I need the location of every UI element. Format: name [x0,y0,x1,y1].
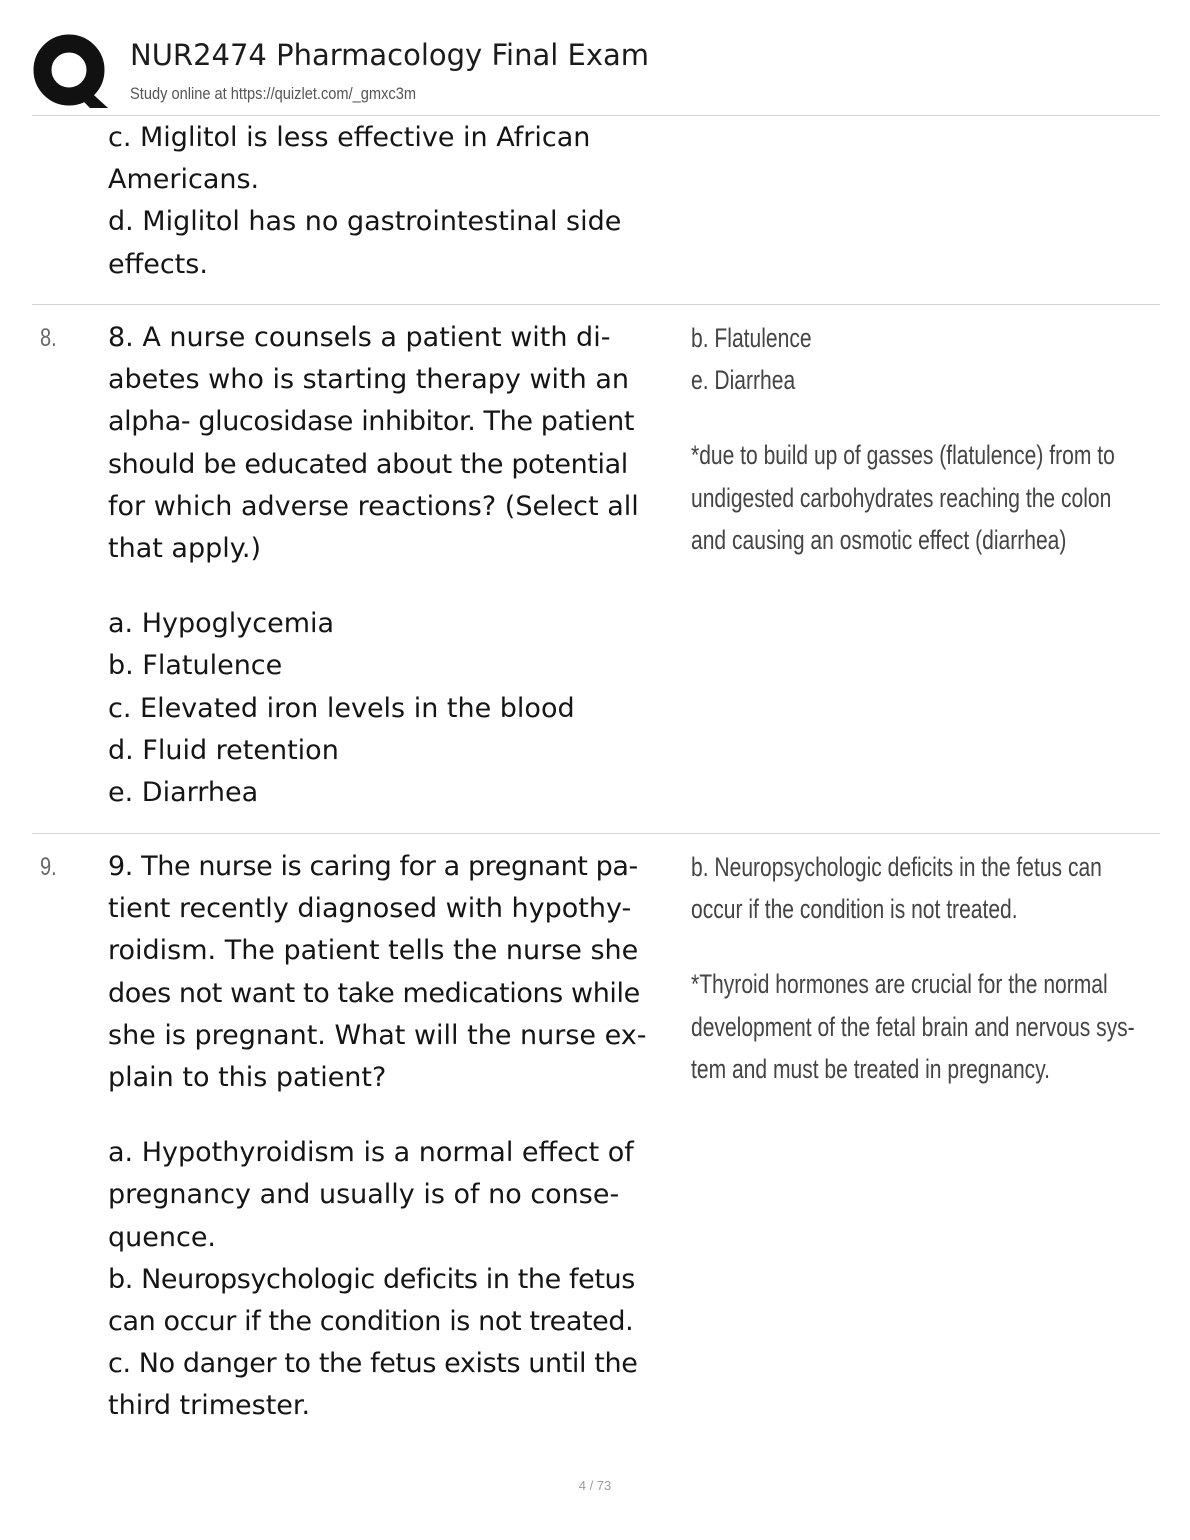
question-line: alpha- glucosidase inhibitor. The patient [108,406,635,438]
option-line: can occur if the condition is not treated. [108,1306,634,1338]
explanation-line: tem and must be treated in pregnancy. [691,1053,1051,1084]
question-line: should be educated about the potential [108,448,628,480]
answer-line: b. Neuropsychologic deficits in the fetus can [691,852,1102,882]
quizlet-logo-icon [32,34,110,108]
answer-line: occur if the condition is not treated. [691,894,1018,925]
option-line: e. Diarrhea [108,777,259,809]
option-line: a. Hypoglycemia [108,608,335,640]
option-line: b. Neuropsychologic deficits in the fetus [108,1263,635,1295]
page-number: 4 / 73 [578,1478,612,1493]
continued-options [108,117,693,286]
option-line: effects. [108,248,208,280]
answer-block [691,846,1135,1090]
question-line: 8. A nurse counsels a patient with di- [108,322,611,353]
header-divider [32,115,1160,116]
option-line: Americans. [108,164,260,196]
question-number: 9. [40,853,57,881]
document-title: NUR2474 Pharmacology Final Exam [130,38,649,72]
question-line: plain to this patient? [108,1062,387,1094]
answer-line: e. Diarrhea [691,365,796,396]
question-line: tient recently diagnosed with hypothy- [108,893,632,925]
answer-line: b. Flatulence [691,323,812,353]
answer-block [691,317,1115,561]
question-divider [32,833,1160,834]
question-line: for which adverse reactions? (Select all [108,490,639,522]
option-line: c. Miglitol is less effective in African [108,122,591,153]
explanation-line: *Thyroid hormones are crucial for the normal [691,969,1108,1000]
question-line: does not want to take medications while [108,977,640,1009]
question-line: she is pregnant. What will the nurse ex- [108,1019,647,1051]
question-line: 9. The nurse is caring for a pregnant pa- [108,851,638,882]
option-line: b. Flatulence [108,650,283,682]
option-line: d. Miglitol has no gastrointestinal side [108,206,622,238]
question-card [108,846,693,1428]
explanation-line: development of the fetal brain and nervous sys- [691,1011,1135,1042]
option-line: c. No danger to the fetus exists until the [108,1348,638,1380]
question-number: 8. [40,324,57,352]
question-line: abetes who is starting therapy with an [108,364,629,396]
option-line: pregnancy and usually is of no conse- [108,1179,620,1211]
option-line: a. Hypothyroidism is a normal effect of [108,1137,634,1169]
explanation-line: *due to build up of gasses (flatulence) from to [691,440,1115,471]
option-line: d. Fluid retention [108,734,339,766]
explanation-line: undigested carbohydrates reaching the colon [691,482,1112,513]
explanation-line: and causing an osmotic effect (diarrhea) [691,524,1067,555]
question-line: roidism. The patient tells the nurse she [108,935,639,967]
question-card [108,317,693,814]
study-online-link[interactable]: Study online at https://quizlet.com/_gmxc3m [130,84,417,103]
question-divider [32,304,1160,305]
question-line: that apply.) [108,533,261,565]
option-line: c. Elevated iron levels in the blood [108,692,575,724]
option-line: quence. [108,1221,217,1253]
option-line: third trimester. [108,1390,311,1422]
